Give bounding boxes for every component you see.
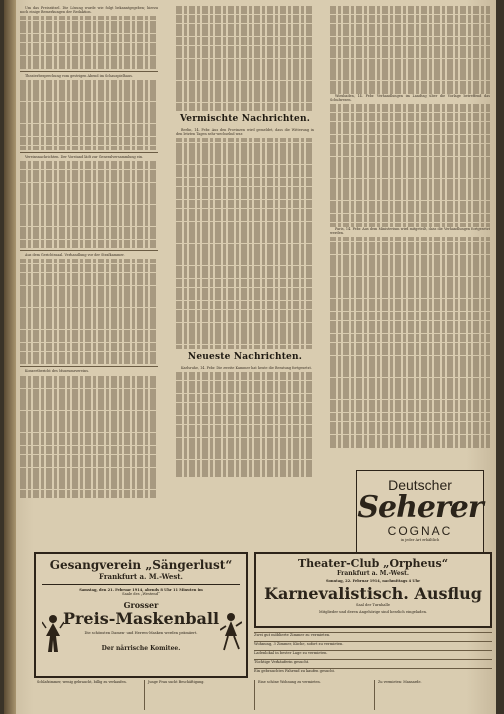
cognac-advertisement <box>356 470 484 556</box>
orpheus-venue: Saal der Turnhalle <box>356 603 390 608</box>
left-article-4: Aus dem Gerichtssaal. Verhandlung vor der Strafkammer. <box>25 253 125 258</box>
harlequin-figure-left <box>42 614 64 654</box>
orpheus-society: Theater-Club „Orpheus“ <box>297 557 449 570</box>
left-article-2: Theaterbesprechung vom gestrigen Abend im Schauspielhaus. <box>25 73 133 78</box>
page-spine <box>4 0 16 714</box>
bottom-classified-strip <box>34 680 492 710</box>
cognac-brand: Seherer <box>357 490 483 525</box>
bottom-cell-3: Zu vermieten: Mansarde. <box>374 680 492 710</box>
saengerlust-title: Preis-Maskenball <box>62 608 220 628</box>
cognac-footer: in jeder Art erhältlich <box>400 538 440 542</box>
orpheus-advertisement <box>254 552 492 628</box>
classified-4: Ein gebrauchtes Fahrrad zu kaufen gesucht. <box>254 668 492 673</box>
saengerlust-venue: Saale des „Westend“ <box>122 592 160 597</box>
left-article-5: Konzertbericht des Museumsvereins. <box>25 369 90 374</box>
saengerlust-sub: Die schönsten Damen- und Herren-Masken werden prämiiert. <box>84 630 198 635</box>
right-article-1: Wiesbaden, 14. Febr. Verhandlungen im Landtag über die Vorlage betreffend das Schulwesen. <box>330 93 490 102</box>
classified-0: Zwei gut möblierte Zimmer zu vermieten. <box>254 632 492 637</box>
middle-article-1: Berlin, 14. Febr. Aus den Provinzen wird gemeldet, dass die Witterung in den letzten Tagen sehr wechselnd war. <box>176 128 314 137</box>
classified-2: Ladenlokal in bester Lage zu vermieten. <box>254 650 492 655</box>
classified-1: Wohnung, 3 Zimmer, Küche, sofort zu vermieten. <box>254 641 492 646</box>
heading-vermischte-nachrichten: Vermischte Nachrichten. <box>179 114 311 125</box>
bottom-cell-0: Schlafzimmer, wenig gebraucht, billig zu verkaufen. <box>37 680 127 684</box>
classified-3: Tüchtige Verkäuferin gesucht. <box>254 659 492 664</box>
dancer-figure-right <box>220 612 242 652</box>
saengerlust-footer: Der närrische Komitee. <box>101 645 181 653</box>
orpheus-title: Karnevalistisch. Ausflug <box>264 584 482 604</box>
saengerlust-advertisement <box>34 552 248 678</box>
orpheus-location: Frankfurt a. M.-West. <box>337 570 409 577</box>
bottom-cell-2: Eine schöne Wohnung zu vermieten. <box>254 680 374 710</box>
saengerlust-date: Samstag, den 21. Februar 1914, abends 8 Uhr 11 Minuten im <box>79 588 203 592</box>
right-column <box>330 6 490 448</box>
middle-article-2: Karlsruhe, 14. Febr. Die zweite Kammer hat heute die Beratung fortgesetzt. <box>181 365 312 370</box>
newspaper-page <box>4 0 496 714</box>
left-column <box>20 6 158 498</box>
orpheus-footer: Mitglieder und deren Angehörige sind herzlich eingeladen. <box>318 609 428 614</box>
bottom-cell-1: Junge Frau sucht Beschäftigung. <box>144 680 254 710</box>
saengerlust-pretitle: Grosser <box>123 599 159 610</box>
orpheus-date: Sonntag, 22. Februar 1914, nachmittags 4 Uhr <box>325 579 421 583</box>
saengerlust-society: Gesangverein „Sängerlust“ <box>49 558 233 572</box>
saengerlust-location: Frankfurt a. M.-West. <box>99 572 183 581</box>
left-article-1: Um das Preisrätsel. Die Lösung wurde wie folgt bekanntgegeben; hierzu noch einige Bemerkungen der Redaktion. <box>20 6 158 15</box>
middle-column <box>176 6 314 477</box>
right-article-2: Paris, 14. Febr. Aus dem Ministerium wird mitgeteilt, dass die Verhandlungen fortgesetzt werden. <box>330 226 490 236</box>
heading-neueste-nachrichten: Neueste Nachrichten. <box>187 351 303 362</box>
left-article-3: Vereinsnachrichten. Der Vorstand lädt zur Generalversammlung ein. <box>25 154 144 159</box>
cognac-product: COGNAC <box>387 524 453 538</box>
cognac-line1: Deutscher <box>388 477 452 493</box>
